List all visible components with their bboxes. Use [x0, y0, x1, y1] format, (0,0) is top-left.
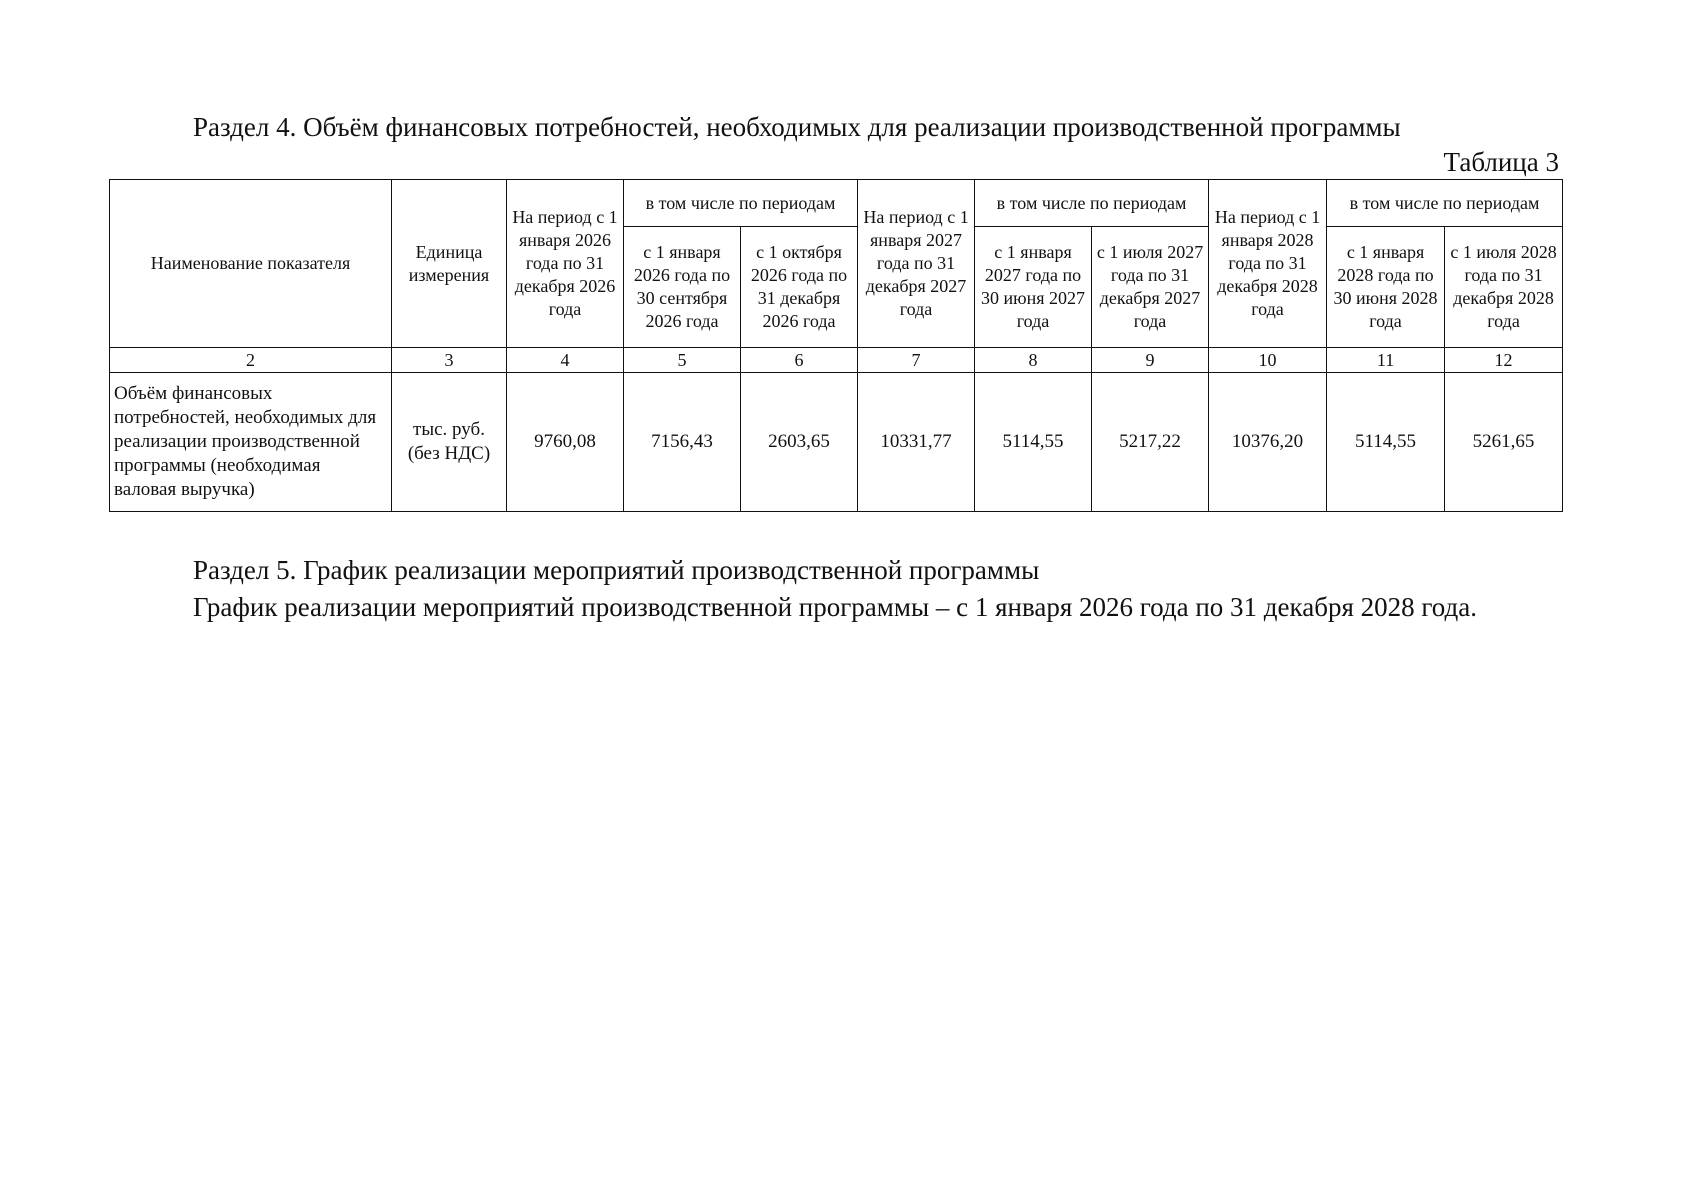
column-number-row — [110, 348, 1563, 373]
column-number: 7 — [858, 348, 975, 373]
header-period-2028: На период с 1 января 2028 года по 31 декабря 2028 года — [1209, 180, 1327, 348]
header-subgroup-2028: в том числе по периодам — [1327, 180, 1563, 227]
header-sub-2028-1: с 1 января 2028 года по 30 июня 2028 года — [1327, 227, 1445, 348]
column-number: 8 — [975, 348, 1092, 373]
header-unit: Единица измерения — [392, 180, 507, 348]
section-4-title: Раздел 4. Объём финансовых потребностей, необходимых для реализации производственной программы — [193, 112, 1401, 142]
value-cell: 5261,65 — [1445, 373, 1563, 512]
unit-cell: тыс. руб. (без НДС) — [392, 373, 507, 512]
value-cell: 10376,20 — [1209, 373, 1327, 512]
column-number: 2 — [110, 348, 392, 373]
column-number: 9 — [1092, 348, 1209, 373]
table-row — [110, 373, 1563, 512]
header-period-2026: На период с 1 января 2026 года по 31 декабря 2026 года — [507, 180, 624, 348]
header-sub-2027-2: с 1 июля 2027 года по 31 декабря 2027 года — [1092, 227, 1209, 348]
column-number: 4 — [507, 348, 624, 373]
value-cell: 5217,22 — [1092, 373, 1209, 512]
value-cell: 5114,55 — [975, 373, 1092, 512]
value-cell: 2603,65 — [741, 373, 858, 512]
column-number: 5 — [624, 348, 741, 373]
header-sub-2027-1: с 1 января 2027 года по 30 июня 2027 года — [975, 227, 1092, 348]
value-cell: 10331,77 — [858, 373, 975, 512]
column-number: 12 — [1445, 348, 1563, 373]
value-cell: 5114,55 — [1327, 373, 1445, 512]
section-5-text: График реализации мероприятий производственной программы – с 1 января 2026 года по 31 декабря 2028 года. — [193, 592, 1477, 622]
financial-needs-table — [109, 179, 1563, 512]
header-subgroup-2027: в том числе по периодам — [975, 180, 1209, 227]
header-sub-2028-2: с 1 июля 2028 года по 31 декабря 2028 года — [1445, 227, 1563, 348]
column-number: 11 — [1327, 348, 1445, 373]
column-number: 6 — [741, 348, 858, 373]
section-5-title: Раздел 5. График реализации мероприятий производственной программы — [193, 555, 1040, 585]
header-subgroup-2026: в том числе по периодам — [624, 180, 858, 227]
header-sub-2026-2: с 1 октября 2026 года по 31 декабря 2026 года — [741, 227, 858, 348]
header-row-1 — [110, 180, 1563, 227]
value-cell: 9760,08 — [507, 373, 624, 512]
column-number: 10 — [1209, 348, 1327, 373]
header-sub-2026-1: с 1 января 2026 года по 30 сентября 2026 года — [624, 227, 741, 348]
value-cell: 7156,43 — [624, 373, 741, 512]
indicator-name: Объём финансовых потребностей, необходимых для реализации производственной программы (необходимая валовая выручка) — [110, 373, 392, 512]
header-name: Наименование показателя — [110, 180, 392, 348]
column-number: 3 — [392, 348, 507, 373]
header-period-2027: На период с 1 января 2027 года по 31 декабря 2027 года — [858, 180, 975, 348]
table-label: Таблица 3 — [1443, 147, 1559, 177]
